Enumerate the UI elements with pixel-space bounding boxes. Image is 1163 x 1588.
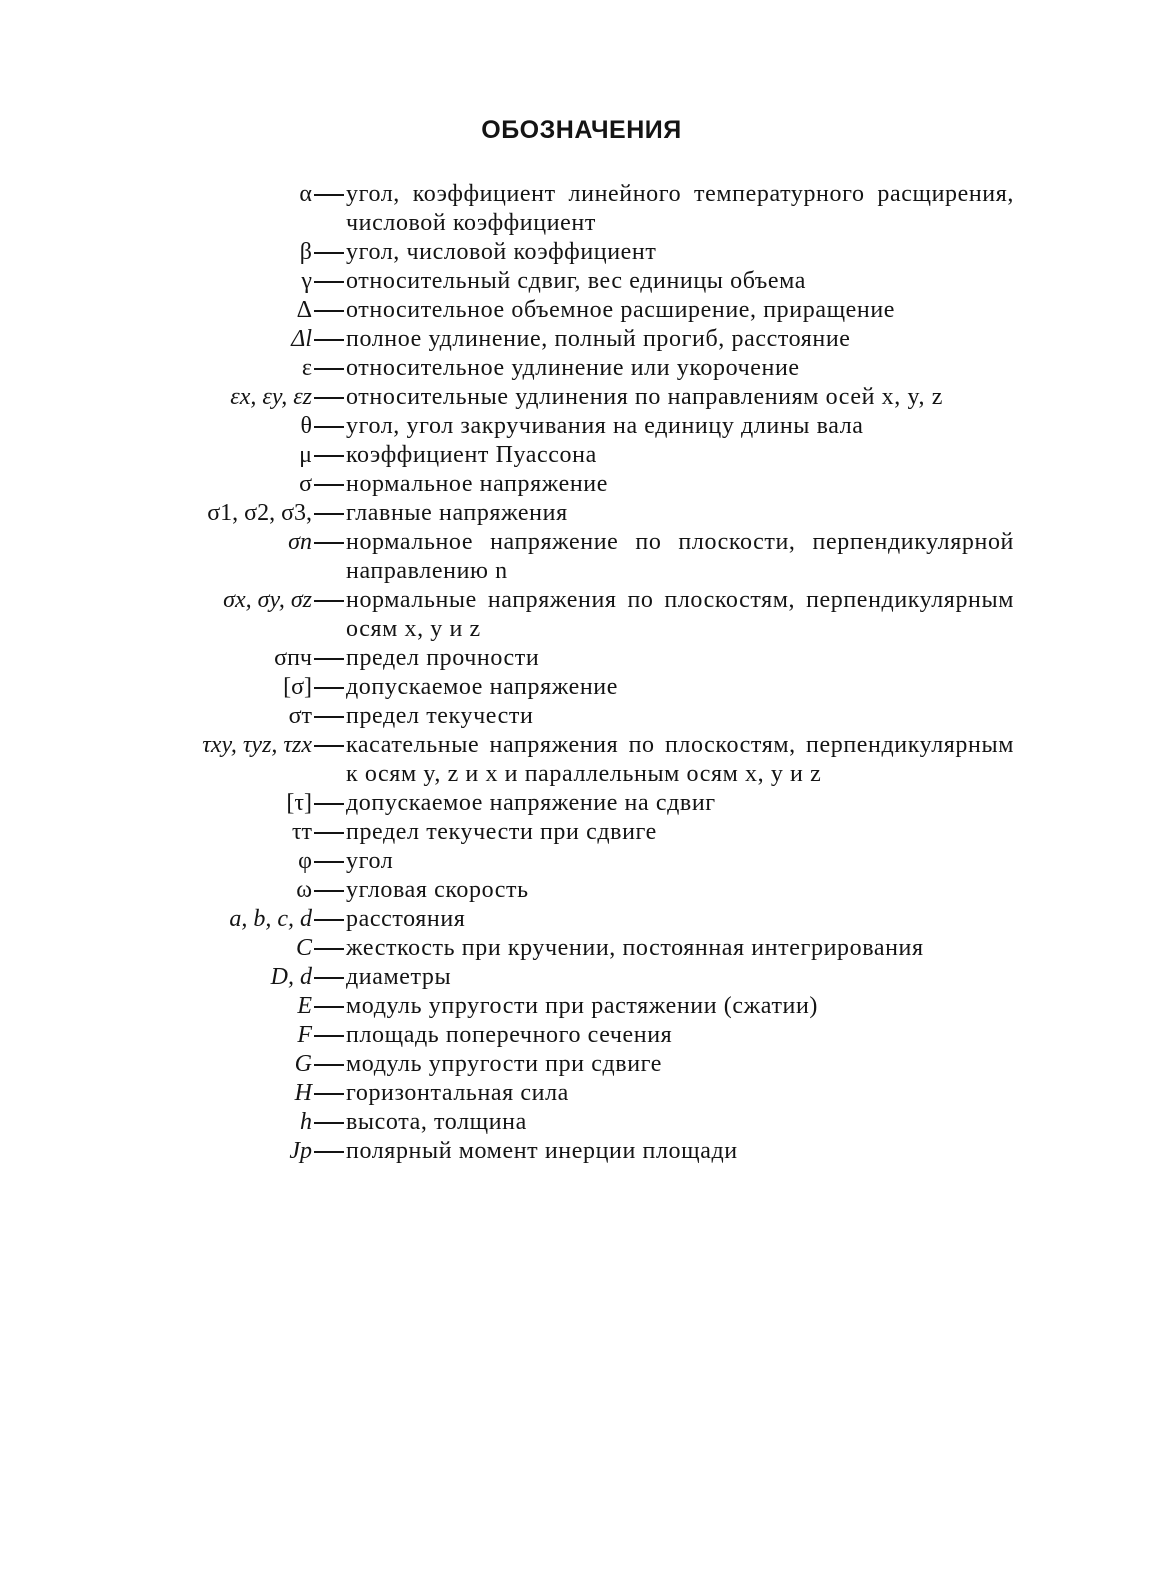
notation-symbol: σ	[299, 471, 312, 497]
notation-row	[0, 992, 1163, 1021]
notation-row	[0, 905, 1163, 934]
notation-symbol: D, d	[270, 964, 312, 990]
notation-symbol: τт	[291, 819, 312, 845]
dash-divider	[314, 919, 344, 921]
notation-row	[0, 180, 1163, 238]
notation-description: главные напряжения	[346, 500, 568, 526]
notation-row	[0, 528, 1163, 586]
notation-description: модуль упругости при сдвиге	[346, 1051, 663, 1077]
notation-symbol: σn	[288, 529, 312, 555]
notation-symbol: σпч	[274, 645, 312, 671]
notation-description: угол, числовой коэффициент	[346, 239, 657, 265]
notation-description: горизонтальная сила	[346, 1080, 569, 1106]
notation-symbol: G	[294, 1051, 312, 1077]
notation-symbol: Jp	[289, 1138, 312, 1164]
dash-divider	[314, 658, 344, 660]
notation-symbol: γ	[301, 268, 312, 294]
notation-row	[0, 934, 1163, 963]
notation-symbol: H	[294, 1080, 312, 1106]
notation-row	[0, 412, 1163, 441]
dash-divider	[314, 1006, 344, 1008]
notation-symbol: τxy, τyz, τzx	[202, 732, 312, 758]
notation-row	[0, 499, 1163, 528]
notation-description: площадь поперечного сечения	[346, 1022, 673, 1048]
notation-row	[0, 789, 1163, 818]
notation-row	[0, 847, 1163, 876]
page-title: ОБОЗНАЧЕНИЯ	[481, 116, 682, 144]
dash-divider	[314, 339, 344, 341]
notation-description: предел текучести при сдвиге	[346, 819, 657, 845]
notation-row	[0, 441, 1163, 470]
notation-symbol: F	[297, 1022, 312, 1048]
notation-row	[0, 963, 1163, 992]
notation-description: относительный сдвиг, вес единицы объема	[346, 268, 807, 294]
notation-description: полное удлинение, полный прогиб, расстояние	[346, 326, 851, 352]
dash-divider	[314, 977, 344, 979]
dash-divider	[314, 513, 344, 515]
notation-row	[0, 876, 1163, 905]
notation-description: касательные напряжения по плоскостям, перпендикулярным к осям y, z и x и параллельным осям x, y и z	[346, 732, 1014, 787]
dash-divider	[314, 600, 344, 602]
notation-row	[0, 644, 1163, 673]
dash-divider	[314, 861, 344, 863]
notation-row	[0, 731, 1163, 789]
dash-divider	[314, 1093, 344, 1095]
notation-list	[0, 180, 1163, 1166]
dash-divider	[314, 484, 344, 486]
dash-divider	[314, 397, 344, 399]
notation-description: коэффициент Пуассона	[346, 442, 597, 468]
notation-row	[0, 238, 1163, 267]
dash-divider	[314, 716, 344, 718]
notation-symbol: a, b, c, d	[229, 906, 312, 932]
notation-symbol: α	[299, 181, 312, 207]
dash-divider	[314, 1151, 344, 1153]
notation-description: относительные удлинения по направлениям осей x, y, z	[346, 384, 943, 410]
dash-divider	[314, 426, 344, 428]
notation-description: диаметры	[346, 964, 452, 990]
notation-symbol: σ1, σ2, σ3,	[207, 500, 312, 526]
dash-divider	[314, 1064, 344, 1066]
dash-divider	[314, 1122, 344, 1124]
notation-description: нормальное напряжение	[346, 471, 608, 497]
notation-row	[0, 267, 1163, 296]
notation-symbol: φ	[298, 848, 312, 874]
notation-symbol: ε	[301, 355, 312, 381]
notation-description: угловая скорость	[346, 877, 529, 903]
dash-divider	[314, 1035, 344, 1037]
dash-divider	[314, 687, 344, 689]
notation-description: полярный момент инерции площади	[346, 1138, 738, 1164]
notation-symbol: μ	[299, 442, 312, 468]
dash-divider	[314, 252, 344, 254]
notation-description: жесткость при кручении, постоянная интегрирования	[346, 935, 924, 961]
dash-divider	[314, 745, 344, 747]
dash-divider	[314, 194, 344, 196]
notation-description: угол, угол закручивания на единицу длины вала	[346, 413, 864, 439]
notation-row	[0, 354, 1163, 383]
dash-divider	[314, 948, 344, 950]
dash-divider	[314, 542, 344, 544]
dash-divider	[314, 281, 344, 283]
notation-symbol: ω	[296, 877, 312, 903]
notation-description: расстояния	[346, 906, 466, 932]
dash-divider	[314, 832, 344, 834]
notation-description: предел прочности	[346, 645, 540, 671]
notation-row	[0, 470, 1163, 499]
notation-row	[0, 296, 1163, 325]
notation-symbol: h	[300, 1109, 312, 1135]
notation-description: относительное удлинение или укорочение	[346, 355, 800, 381]
notation-symbol: θ	[300, 413, 312, 439]
notation-description: угол	[346, 848, 394, 874]
dash-divider	[314, 890, 344, 892]
notation-description: допускаемое напряжение на сдвиг	[346, 790, 716, 816]
notation-row	[0, 702, 1163, 731]
notation-symbol: σx, σy, σz	[223, 587, 312, 613]
notation-description: угол, коэффициент линейного температурного расщирения, числовой коэффициент	[346, 181, 1014, 236]
dash-divider	[314, 310, 344, 312]
notation-row	[0, 1050, 1163, 1079]
dash-divider	[314, 803, 344, 805]
notation-row	[0, 1021, 1163, 1050]
notation-symbol: Δl	[291, 326, 312, 352]
notation-row	[0, 1108, 1163, 1137]
notation-description: нормальное напряжение по плоскости, перпендикулярной направлению n	[346, 529, 1014, 584]
notation-description: допускаемое напряжение	[346, 674, 618, 700]
notation-symbol: Δ	[296, 297, 312, 323]
notation-symbol: σт	[288, 703, 312, 729]
notation-symbol: β	[299, 239, 312, 265]
notation-symbol: E	[297, 993, 312, 1019]
notation-row	[0, 586, 1163, 644]
notation-row	[0, 383, 1163, 412]
notation-description: модуль упругости при растяжении (сжатии)	[346, 993, 819, 1019]
notation-description: высота, толщина	[346, 1109, 527, 1135]
notation-description: относительное объемное расширение, приращение	[346, 297, 896, 323]
notation-description: предел текучести	[346, 703, 534, 729]
notation-row	[0, 1137, 1163, 1166]
notation-symbol: [σ]	[283, 674, 312, 700]
notation-row	[0, 1079, 1163, 1108]
notation-row	[0, 325, 1163, 354]
notation-symbol: [τ]	[286, 790, 312, 816]
notation-row	[0, 673, 1163, 702]
dash-divider	[314, 455, 344, 457]
notation-symbol: εx, εy, εz	[230, 384, 312, 410]
notation-row	[0, 818, 1163, 847]
dash-divider	[314, 368, 344, 370]
notation-description: нормальные напряжения по плоскостям, перпендикулярным осям x, y и z	[346, 587, 1014, 642]
notation-symbol: C	[295, 935, 312, 961]
